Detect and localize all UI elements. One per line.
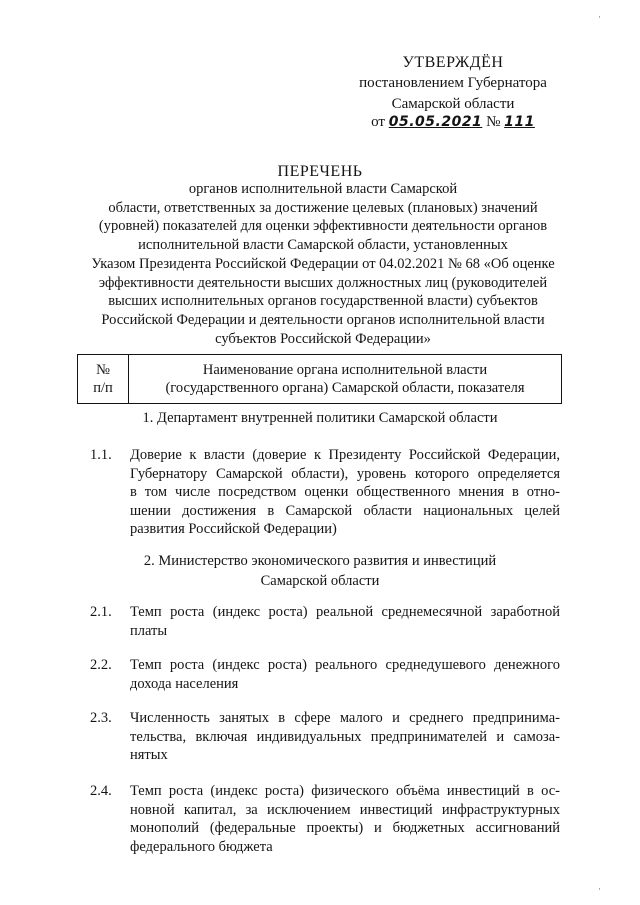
approval-line-2: Самарской области <box>391 96 515 112</box>
section-heading-line: Самарской области <box>260 573 380 589</box>
section-heading-line: 1. Департамент внутренней политики Самарской области <box>142 410 498 426</box>
item-text <box>130 709 560 765</box>
item-text-line: новной капитал, за исключением инвестиций инфраструктурных <box>130 801 560 818</box>
item-number: 1.1. <box>90 447 112 463</box>
item-text-line: Темп роста (индекс роста) физического объёма инвестиций в ос- <box>130 783 560 799</box>
approval-line-1: постановлением Губернатора <box>359 75 547 91</box>
item-text-line: монополий (федеральные проекты) и бюджетных ассигнований <box>130 820 560 837</box>
subtitle-line: (уровней) показателей для оценки эффективности деятельности органов <box>98 218 548 235</box>
subtitle-line: органов исполнительной власти Самарской <box>188 181 458 197</box>
header-num-line: № <box>96 362 110 378</box>
item-number: 2.1. <box>90 604 112 620</box>
subtitle-line: эффективности деятельности высших должностных лиц (руководителей <box>98 274 548 291</box>
approval-heading: УТВЕРЖДЁН <box>402 54 504 71</box>
header-cell-number <box>78 355 129 404</box>
item-number: 2.4. <box>90 783 112 799</box>
item-text <box>130 603 560 640</box>
item-text-line: шении достижения в Самарской области национальных целей <box>130 502 560 519</box>
item-text-line: Губернатору Самарской области), уровень которого определяется <box>130 465 560 482</box>
header-num-line: п/п <box>93 380 113 396</box>
item-text-line: платы <box>130 622 168 639</box>
section-heading <box>90 408 550 428</box>
item-text-line: Темп роста (индекс роста) реального среднедушевого денежного <box>130 657 560 673</box>
handwritten-number: 111 <box>504 114 535 130</box>
list-item <box>90 709 560 765</box>
item-number: 2.2. <box>90 657 112 673</box>
approval-date-line <box>338 112 568 133</box>
list-item <box>90 603 560 640</box>
item-text-line: Доверие к власти (доверие к Президенту Российской Федерации, <box>130 447 560 463</box>
subtitle-line: высших исполнительных органов государственной власти) субъектов <box>108 293 538 310</box>
table-header <box>77 354 562 404</box>
item-text-line: развития Российской Федерации) <box>130 521 337 538</box>
header-name-line: Наименование органа исполнительной власти <box>202 362 488 378</box>
item-text-line: нятых <box>130 747 168 764</box>
list-item <box>90 446 560 539</box>
document-subtitle <box>58 180 588 348</box>
list-item <box>90 656 560 693</box>
list-item <box>90 782 560 856</box>
item-text-line: тельства, включая индивидуальных предпринимателей и самоза- <box>130 728 560 745</box>
number-label: № <box>486 114 501 130</box>
item-text <box>130 446 560 539</box>
item-text <box>130 656 560 693</box>
item-text-line: федерального бюджета <box>130 838 273 855</box>
item-text-line: в том числе посредством оценки общественного мнения в отно- <box>130 484 560 501</box>
item-text-line: Темп роста (индекс роста) реальной среднемесячной заработной <box>130 604 560 620</box>
document-title: ПЕРЕЧЕНЬ <box>277 163 363 180</box>
subtitle-line: области, ответственных за достижение целевых (плановых) значений <box>108 199 538 216</box>
section-heading <box>90 551 550 591</box>
item-text <box>130 782 560 856</box>
item-text-line: Численность занятых в сфере малого и среднего предпринима- <box>130 710 560 726</box>
subtitle-line: Российской Федерации и деятельности органов исполнительной власти <box>101 311 545 328</box>
subtitle-line: субъектов Российской Федерации» <box>215 330 431 347</box>
item-number: 2.3. <box>90 710 112 726</box>
scan-mark-bottom: · <box>598 884 601 894</box>
handwritten-date: 05.05.2021 <box>388 114 483 130</box>
subtitle-line: Указом Президента Российской Федерации от 04.02.2021 № 68 «Об оценке <box>91 255 555 272</box>
header-name-line: (государственного органа) Самарской области, показателя <box>165 380 525 396</box>
item-text-line: дохода населения <box>130 675 239 692</box>
section-heading-line: 2. Министерство экономического развития и инвестиций <box>143 553 497 569</box>
subtitle-line: исполнительной власти Самарской области, установленных <box>138 237 508 254</box>
header-cell-name <box>129 355 562 404</box>
from-label: от <box>371 114 385 130</box>
scan-mark-top: · <box>598 12 601 22</box>
